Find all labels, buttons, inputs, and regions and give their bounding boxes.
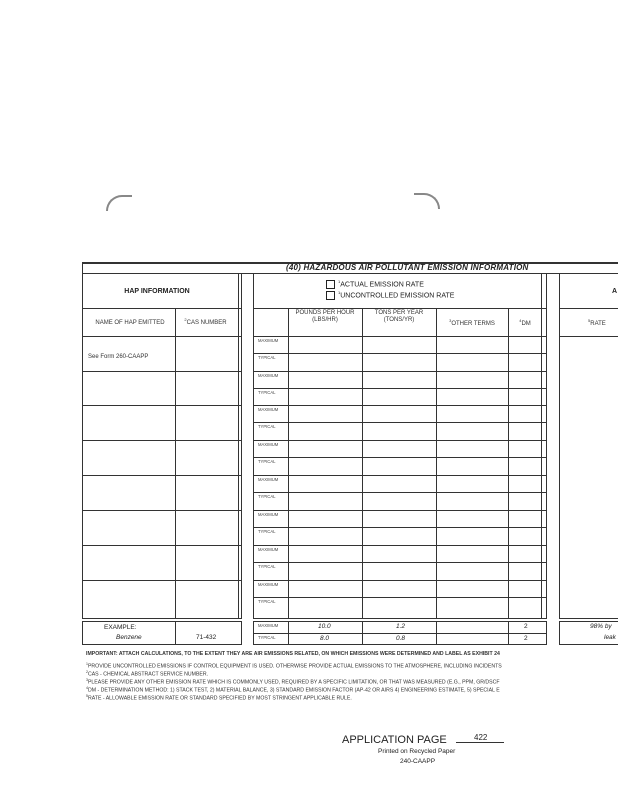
application-page-label: APPLICATION PAGE xyxy=(342,734,447,746)
row-label-typical: TYPICAL xyxy=(258,390,276,395)
rate-col-divider xyxy=(288,308,289,619)
rate-row-rule xyxy=(253,475,547,476)
row-label-typical: TYPICAL xyxy=(258,424,276,429)
row-label-typical: TYPICAL xyxy=(258,459,276,464)
rate-subrow-rule xyxy=(253,562,547,563)
footnote-1: $^1$PROVIDE UNCONTROLLED EMISSIONS IF CONTROL EQUIPMENT IS USED. OTHERWISE PROVIDE ACTUAL EMISSIONS TO THE ATMOSPHERE, INCLUDING INCIDENTS xyxy=(86,662,502,670)
right-panel-header: A xyxy=(612,288,618,295)
footnote-3: $^3$PLEASE PROVIDE ANY OTHER EMISSION RATE WHICH IS COMMONLY USED, REQUIRED BY A SPECIFIC LIMITATION, OR THAT WAS MEASURED (E.G., PPM, GR/DSCF xyxy=(86,678,500,686)
example-subrow-rule xyxy=(253,633,547,634)
rate-subrow-rule xyxy=(253,457,547,458)
rate-col-divider xyxy=(362,308,363,619)
rate-colhead-rule xyxy=(253,336,547,337)
rate-subrow-rule xyxy=(253,527,547,528)
example-col-divider xyxy=(362,621,363,645)
hap-info-header: HAP INFORMATION xyxy=(124,288,190,295)
actual-rate-option[interactable]: $^1$ACTUAL EMISSION RATE xyxy=(326,279,424,289)
right-colhead-rule xyxy=(559,336,618,337)
example-row-label-maximum: MAXIMUM xyxy=(258,623,279,628)
hap-col-divider xyxy=(175,308,176,619)
first-entry-text: See Form 260-CAAPP xyxy=(88,354,149,360)
hap-row-rule xyxy=(82,440,242,441)
rate-row-rule xyxy=(253,545,547,546)
example-max-lbs: 10.0 xyxy=(318,623,331,630)
rate-row-rule xyxy=(253,510,547,511)
example-col-divider xyxy=(288,621,289,645)
col-dm-header: $^4$DM xyxy=(519,318,531,327)
rate-col-divider xyxy=(508,308,509,619)
example-rate-b: leak xyxy=(604,634,616,641)
row-label-typical: TYPICAL xyxy=(258,529,276,534)
col-tons-header: TONS PER YEAR (TONS/YR) xyxy=(374,310,424,323)
application-page-number: 422 xyxy=(474,733,488,742)
example-cas: 71-432 xyxy=(196,634,217,641)
col-pounds-header: POUNDS PER HOUR (LBS/HR) xyxy=(295,310,355,323)
punch-hole-mark-right xyxy=(414,193,440,209)
hap-row-rule xyxy=(82,371,242,372)
example-name: Benzene xyxy=(116,634,142,641)
rate-row-rule xyxy=(253,371,547,372)
rate-subrow-rule xyxy=(253,388,547,389)
row-label-maximum: MAXIMUM xyxy=(258,547,279,552)
example-typ-lbs: 8.0 xyxy=(320,635,330,642)
hap-row-rule xyxy=(82,580,242,581)
row-label-typical: TYPICAL xyxy=(258,599,276,604)
example-max-dm: 2 xyxy=(524,623,528,630)
hap-row-rule xyxy=(82,545,242,546)
hap-row-rule xyxy=(82,510,242,511)
actual-rate-checkbox[interactable] xyxy=(326,280,335,289)
row-label-maximum: MAXIMUM xyxy=(258,407,279,412)
rate-row-rule xyxy=(253,440,547,441)
form-number: 240-CAAPP xyxy=(400,758,436,765)
example-col-divider xyxy=(436,621,437,645)
row-label-typical: TYPICAL xyxy=(258,494,276,499)
important-note: IMPORTANT: ATTACH CALCULATIONS, TO THE EXTENT THEY ARE AIR EMISSIONS RELATED, ON WHICH EMISSIONS WERE DETERMINED AND LABEL AS EXHIBIT 24 xyxy=(86,651,500,657)
rate-header-rule xyxy=(253,308,547,309)
row-label-maximum: MAXIMUM xyxy=(258,477,279,482)
col-name-header: NAME OF HAP EMITTED xyxy=(95,320,165,326)
example-col-divider xyxy=(175,621,176,645)
row-label-maximum: MAXIMUM xyxy=(258,582,279,587)
row-label-maximum: MAXIMUM xyxy=(258,512,279,517)
rate-row-rule xyxy=(253,405,547,406)
page-number-line xyxy=(456,742,504,743)
col-rate-header: $^5$RATE xyxy=(588,318,606,327)
row-label-maximum: MAXIMUM xyxy=(258,338,279,343)
example-max-tons: 1.2 xyxy=(396,623,406,630)
right-header-rule xyxy=(559,308,618,309)
row-label-maximum: MAXIMUM xyxy=(258,442,279,447)
printed-on-note: Printed on Recycled Paper xyxy=(378,748,456,755)
hap-row-rule xyxy=(82,405,242,406)
rate-col-divider xyxy=(436,308,437,619)
rate-subrow-rule xyxy=(253,353,547,354)
hap-header-rule xyxy=(82,308,242,309)
example-typ-dm: 2 xyxy=(524,635,528,642)
footnote-2: $^2$CAS - CHEMICAL ABSTRACT SERVICE NUMBER. xyxy=(86,670,209,678)
rate-subrow-rule xyxy=(253,597,547,598)
uncontrolled-rate-checkbox[interactable] xyxy=(326,291,335,300)
rate-row-rule xyxy=(253,580,547,581)
hap-colhead-rule xyxy=(82,336,242,337)
row-label-typical: TYPICAL xyxy=(258,564,276,569)
rate-subrow-rule xyxy=(253,492,547,493)
example-typ-tons: 0.8 xyxy=(396,635,406,642)
punch-hole-mark-left xyxy=(106,195,132,211)
rate-subrow-rule xyxy=(253,422,547,423)
col-other-header: $^3$OTHER TERMS xyxy=(449,318,495,327)
footnote-4: $^4$DM - DETERMINATION METHOD: 1) STACK TEST, 2) MATERIAL BALANCE, 3) STANDARD EMISSION FACTOR (AP-42 OR AIRS 4) ENGINEERING ESTIMATE, 5) SPECIAL E xyxy=(86,686,500,694)
hap-row-rule xyxy=(82,475,242,476)
rate-panel-inner-rule xyxy=(541,273,542,619)
example-col-divider xyxy=(508,621,509,645)
row-label-typical: TYPICAL xyxy=(258,355,276,360)
example-row-label-typical: TYPICAL xyxy=(258,635,276,640)
example-rate-a: 98% by xyxy=(590,623,612,630)
footnote-5: $^5$RATE - ALLOWABLE EMISSION RATE OR STANDARD SPECIFIED BY MOST STRINGENT APPLICABLE RULE. xyxy=(86,694,352,702)
section-title: (40) HAZARDOUS AIR POLLUTANT EMISSION INFORMATION xyxy=(286,263,529,272)
uncontrolled-rate-option[interactable]: $^1$UNCONTROLLED EMISSION RATE xyxy=(326,290,454,300)
hap-panel-inner-rule xyxy=(238,273,239,619)
col-cas-header: $^2$CAS NUMBER xyxy=(184,317,227,326)
row-label-maximum: MAXIMUM xyxy=(258,373,279,378)
example-label: EXAMPLE: xyxy=(104,624,137,631)
